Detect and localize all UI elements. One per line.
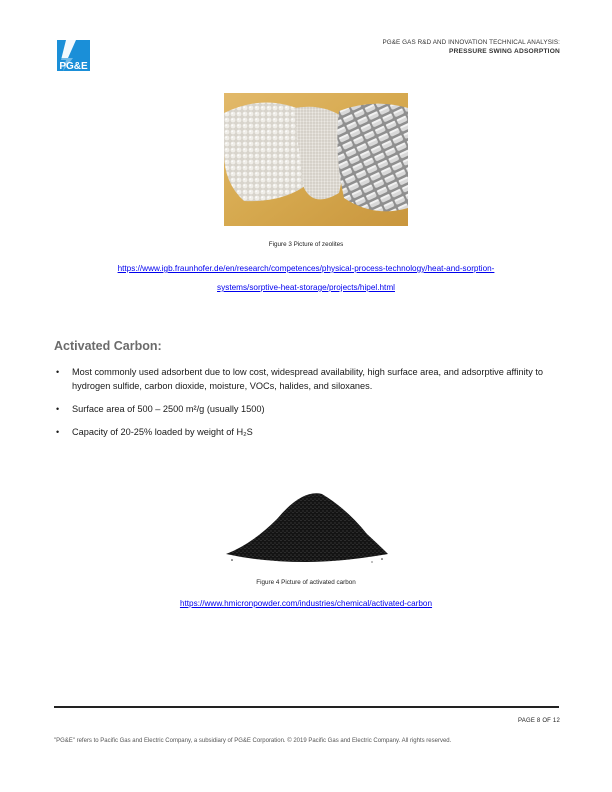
figure-4-caption: Figure 4 Picture of activated carbon — [256, 579, 356, 586]
bullet-icon: • — [56, 367, 60, 377]
figure-3-source-link-line-1[interactable]: https://www.igb.fraunhofer.de/en/research/competences/physical-process-technology/heat-and-sorption- — [117, 264, 495, 273]
svg-text:PG&E: PG&E — [59, 61, 88, 72]
figure-4-source-link[interactable]: https://www.hmicronpowder.com/industries/chemical/activated-carbon — [179, 599, 433, 608]
pge-logo — [57, 38, 91, 72]
page-number: PAGE 8 OF 12 — [518, 718, 560, 724]
figure-3-source-link-line-2[interactable]: systems/sorptive-heat-storage/projects/hipel.html — [217, 283, 395, 292]
bullet-item: • Surface area of 500 – 2500 m²/g (usually 1500) — [56, 404, 265, 414]
header-document-title: PRESSURE SWING ADSORPTION — [449, 48, 560, 55]
header-line-1: PG&E GAS R&D AND INNOVATION TECHNICAL ANALYSIS: — [382, 39, 560, 46]
footer-divider — [54, 706, 559, 708]
activated-carbon-photo — [222, 474, 390, 564]
section-heading: Activated Carbon: — [54, 339, 162, 353]
bullet-icon: • — [56, 404, 60, 414]
bullet-list — [54, 365, 559, 448]
bullet-item: • Capacity of 20-25% loaded by weight of H₂S — [56, 427, 253, 437]
figure-3-caption: Figure 3 Picture of zeolites — [268, 241, 344, 248]
bullet-item: • Most commonly used adsorbent due to low cost, widespread availability, high surface area, and adsorptive affinity to hydrogen sulfide, carbon dioxide, moisture, VOCs, halides, and siloxanes. — [56, 367, 544, 391]
copyright-footer: "PG&E" refers to Pacific Gas and Electric Company, a subsidiary of PG&E Corporation. © 2019 Pacific Gas and Electric Company. All rights reserved. — [54, 738, 452, 744]
zeolites-photo — [224, 93, 408, 226]
bullet-icon: • — [56, 427, 60, 437]
